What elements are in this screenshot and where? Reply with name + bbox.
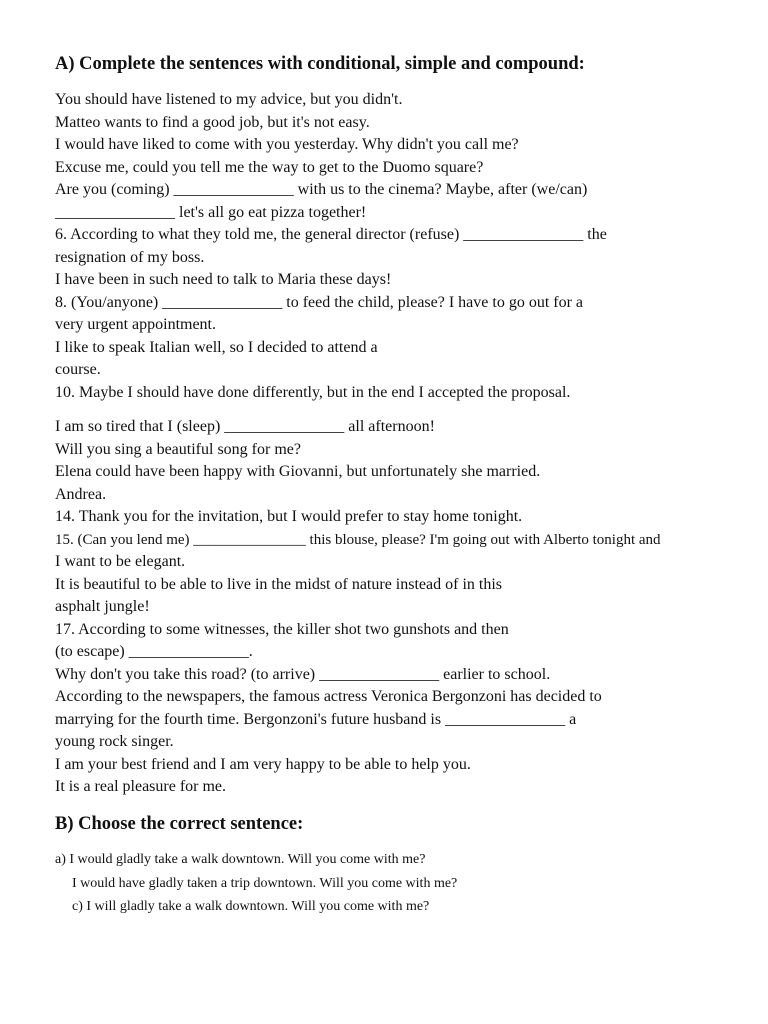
- sentence-line: Excuse me, could you tell me the way to get to the Duomo square?: [55, 158, 484, 176]
- sentence-line: It is beautiful to be able to live in the midst of nature instead of in this: [55, 575, 503, 593]
- sentence-line: resignation of my boss.: [55, 248, 205, 266]
- choice-option-b: I would have gladly taken a trip downtown. Will you come with me?: [72, 875, 458, 891]
- sentence-line: marrying for the fourth time. Bergonzoni's future husband is _______________ a: [55, 710, 577, 728]
- sentence-line: _______________ let's all go eat pizza together!: [55, 203, 367, 221]
- sentence-line: I like to speak Italian well, so I decided to attend a: [55, 338, 378, 356]
- choice-option-c: c) I will gladly take a walk downtown. Will you come with me?: [72, 899, 430, 914]
- section-b-choice-list: [55, 848, 457, 919]
- sentence-line: Andrea.: [55, 485, 107, 503]
- sentence-line: According to the newspapers, the famous actress Veronica Bergonzoni has decided to: [55, 688, 602, 705]
- section-b-heading: B) Choose the correct sentence:: [55, 814, 304, 834]
- sentence-line: Elena could have been happy with Giovanni, but unfortunately she married.: [55, 463, 541, 480]
- sentence-line: It is a real pleasure for me.: [55, 778, 227, 795]
- sentence-line: 17. According to some witnesses, the killer shot two gunshots and then: [55, 620, 509, 638]
- sentence-line: 6. According to what they told me, the general director (refuse) _______________ the: [55, 226, 607, 243]
- sentence-line: Will you sing a beautiful song for me?: [55, 440, 301, 458]
- sentence-line: 14. Thank you for the invitation, but I would prefer to stay home tonight.: [55, 508, 523, 525]
- sentence-line: Why don't you take this road? (to arrive) _______________ earlier to school.: [55, 665, 551, 683]
- sentence-line: very urgent appointment.: [55, 316, 216, 333]
- sentence-line: I would have liked to come with you yesterday. Why didn't you call me?: [55, 136, 519, 153]
- sentence-line: course.: [55, 361, 101, 378]
- sentence-line: Matteo wants to find a good job, but it's not easy.: [55, 113, 370, 131]
- sentence-line: Are you (coming) _______________ with us to the cinema? Maybe, after (we/can): [55, 181, 588, 198]
- section-a-sentence-list: [55, 89, 760, 799]
- sentence-line: asphalt jungle!: [55, 598, 150, 615]
- sentence-line: You should have listened to my advice, but you didn't.: [55, 91, 403, 108]
- sentence-line: I have been in such need to talk to Maria these days!: [55, 271, 392, 288]
- sentence-line: I want to be elegant.: [55, 553, 186, 570]
- section-a-heading: A) Complete the sentences with conditional, simple and compound:: [55, 54, 585, 74]
- sentence-line: I am your best friend and I am very happy to be able to help you.: [55, 755, 471, 773]
- sentence-line: young rock singer.: [55, 733, 174, 750]
- choice-option-a: a) I would gladly take a walk downtown. Will you come with me?: [55, 852, 426, 867]
- sentence-line: I am so tired that I (sleep) _______________ all afternoon!: [55, 418, 435, 435]
- sentence-line: (to escape) _______________.: [55, 643, 253, 660]
- sentence-line: 10. Maybe I should have done differently, but in the end I accepted the proposal.: [55, 383, 571, 401]
- sentence-line: 15. (Can you lend me) _______________ this blouse, please? I'm going out with Alberto tonight and: [55, 531, 661, 548]
- sentence-line: 8. (You/anyone) _______________ to feed the child, please? I have to go out for a: [55, 293, 584, 311]
